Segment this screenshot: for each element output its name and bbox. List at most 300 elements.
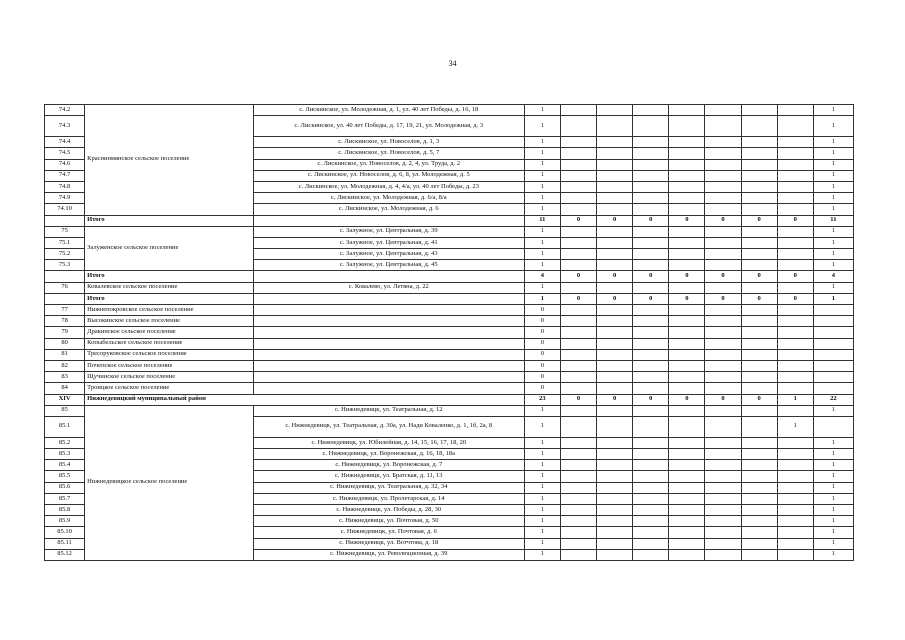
value-cell [669,226,705,237]
address-cell: с. Ковалево, ул. Летяна, д. 22 [253,282,524,293]
value-cell [633,383,669,394]
address-cell: с. Нижнедевицк, ул. Почтовая, д. 50 [253,516,524,527]
value-cell [741,327,777,338]
row-number-cell: 74.9 [45,193,85,204]
value-cell [705,505,741,516]
value-cell [633,471,669,482]
row-number-cell: 85.5 [45,471,85,482]
value-cell [741,416,777,437]
value-cell [633,148,669,159]
value-cell: 1 [813,181,853,192]
value-cell: 1 [813,493,853,504]
value-cell [560,204,596,215]
value-cell [741,338,777,349]
value-cell [560,305,596,316]
value-cell: 4 [524,271,560,282]
value-cell [741,282,777,293]
value-cell [597,327,633,338]
table-row [45,282,854,293]
value-cell: 1 [813,471,853,482]
value-cell: 1 [813,460,853,471]
address-cell: с. Нижнедевицк, ул. Почтовая, д. 6 [253,527,524,538]
value-cell [741,316,777,327]
value-cell [669,527,705,538]
value-cell: 1 [524,449,560,460]
value-cell: 0 [669,394,705,405]
value-cell [813,316,853,327]
settlement-name-cell: Тресоруковское сельское поселение [85,349,254,360]
row-number-cell: XIV [45,394,85,405]
row-number-cell: 74.5 [45,148,85,159]
settlement-name-cell: Итого [85,271,254,282]
value-cell: 0 [560,215,596,226]
value-cell: 0 [560,271,596,282]
address-cell [253,327,524,338]
registry-table [44,104,854,561]
value-cell [560,170,596,181]
value-cell [597,193,633,204]
value-cell [741,349,777,360]
settlement-name-cell: Копыбельское сельское поселение [85,338,254,349]
value-cell [705,449,741,460]
value-cell [633,516,669,527]
value-cell [741,527,777,538]
address-cell [253,305,524,316]
value-cell [669,181,705,192]
row-number-cell: 85.9 [45,516,85,527]
table-row [45,305,854,316]
row-number-cell: 85.8 [45,505,85,516]
value-cell: 11 [813,215,853,226]
value-cell [669,549,705,560]
value-cell [777,549,813,560]
value-cell: 0 [524,349,560,360]
value-cell [633,549,669,560]
value-cell: 0 [741,293,777,304]
value-cell [633,282,669,293]
value-cell: 0 [597,394,633,405]
value-cell: 1 [813,516,853,527]
value-cell [777,471,813,482]
value-cell [741,193,777,204]
value-cell: 0 [633,293,669,304]
row-number-cell: 80 [45,338,85,349]
value-cell [777,305,813,316]
address-cell: с. Нижнедевицк, ул. Театральная, д. 32, 34 [253,482,524,493]
value-cell [705,482,741,493]
value-cell [633,137,669,148]
value-cell: 0 [524,360,560,371]
value-cell [669,282,705,293]
value-cell [560,137,596,148]
value-cell: 1 [524,549,560,560]
value-cell [777,116,813,137]
value-cell [669,159,705,170]
value-cell: 1 [813,116,853,137]
value-cell [560,493,596,504]
value-cell [813,305,853,316]
value-cell: 0 [524,327,560,338]
value-cell [560,516,596,527]
row-number-cell: 78 [45,316,85,327]
value-cell [633,116,669,137]
address-cell [253,316,524,327]
address-cell: с. Нижнедевицк, ул. Юбилейная, д. 14, 15, 16, 17, 18, 20 [253,437,524,448]
settlement-name-cell: Нижнедевицкое сельское поселение [85,405,254,560]
value-cell [597,349,633,360]
value-cell [560,260,596,271]
value-cell: 1 [813,505,853,516]
table-total-row [45,394,854,405]
table-row [45,105,854,116]
settlement-name-cell: Дракинское сельское поселение [85,327,254,338]
row-number-cell: 85 [45,405,85,416]
value-cell [669,372,705,383]
value-cell: 1 [524,181,560,192]
address-cell [253,372,524,383]
value-cell [633,360,669,371]
value-cell: 1 [524,538,560,549]
row-number-cell: 85.3 [45,449,85,460]
value-cell [633,405,669,416]
value-cell: 1 [813,249,853,260]
value-cell [597,282,633,293]
value-cell [669,405,705,416]
value-cell: 0 [560,394,596,405]
value-cell [705,237,741,248]
value-cell [705,493,741,504]
value-cell: 11 [524,215,560,226]
address-cell [253,349,524,360]
value-cell [741,505,777,516]
value-cell [597,416,633,437]
value-cell [705,327,741,338]
value-cell [669,493,705,504]
value-cell [597,226,633,237]
value-cell [633,505,669,516]
value-cell [705,405,741,416]
value-cell [741,170,777,181]
value-cell [741,405,777,416]
value-cell [560,437,596,448]
value-cell [669,148,705,159]
address-cell: с. Нижнедевицк, ул. Театральная, д. 30а, ул. Нади Коваленко, д. 1, 1б, 2а, 8 [253,416,524,437]
row-number-cell: 76 [45,282,85,293]
value-cell [633,237,669,248]
value-cell [560,372,596,383]
value-cell [597,527,633,538]
value-cell [777,181,813,192]
value-cell: 0 [524,338,560,349]
value-cell [741,137,777,148]
value-cell [597,316,633,327]
row-number-cell: 85.7 [45,493,85,504]
value-cell [705,260,741,271]
value-cell [560,148,596,159]
table-row [45,338,854,349]
value-cell [560,237,596,248]
address-cell [253,360,524,371]
value-cell [741,449,777,460]
value-cell: 0 [524,383,560,394]
address-cell: с. Лискинское, ул. Молодежная, д. 1, ул. 40 лет Победы, д. 16, 18 [253,105,524,116]
value-cell [705,338,741,349]
settlement-name-cell: Итого [85,215,254,226]
row-number-cell: 85.10 [45,527,85,538]
value-cell: 1 [524,170,560,181]
row-number-cell: 74.8 [45,181,85,192]
value-cell: 1 [813,293,853,304]
value-cell [560,338,596,349]
value-cell: 0 [705,394,741,405]
row-number-cell: 77 [45,305,85,316]
value-cell: 1 [813,437,853,448]
value-cell [705,181,741,192]
address-cell: с. Лискинское, ул. Молодежная, д. 6 [253,204,524,215]
value-cell [741,372,777,383]
value-cell: 1 [524,437,560,448]
value-cell [813,338,853,349]
value-cell [705,137,741,148]
value-cell [741,204,777,215]
value-cell: 1 [524,260,560,271]
value-cell [705,170,741,181]
value-cell [560,327,596,338]
settlement-name-cell: Щучинское сельское поселение [85,372,254,383]
value-cell [633,372,669,383]
value-cell [633,460,669,471]
table-row [45,349,854,360]
page-number: 34 [448,59,457,68]
value-cell [597,383,633,394]
value-cell [777,338,813,349]
address-cell: с. Лискинское, ул. Молодежная, д. 4, 4/а, ул. 40 лет Победы, д. 23 [253,181,524,192]
value-cell [777,349,813,360]
value-cell [741,471,777,482]
address-cell [253,215,524,226]
value-cell [777,282,813,293]
value-cell [741,305,777,316]
value-cell [813,372,853,383]
value-cell [741,383,777,394]
value-cell [741,181,777,192]
value-cell [560,383,596,394]
value-cell [560,316,596,327]
value-cell [777,204,813,215]
row-number-cell: 74.6 [45,159,85,170]
table-row [45,360,854,371]
district-name-cell: Нижнедевицкий муниципальный район [85,394,525,405]
value-cell: 1 [524,405,560,416]
value-cell [777,516,813,527]
value-cell [560,159,596,170]
value-cell [705,527,741,538]
value-cell [777,405,813,416]
value-cell [560,360,596,371]
value-cell [705,249,741,260]
address-cell: с. Залужное, ул. Центральная, д. 45 [253,260,524,271]
table-row [45,226,854,237]
value-cell [560,482,596,493]
value-cell [560,405,596,416]
value-cell: 1 [813,148,853,159]
table-row [45,405,854,416]
table-total-row [45,215,854,226]
value-cell: 1 [524,193,560,204]
value-cell [669,116,705,137]
value-cell: 1 [524,293,560,304]
value-cell [597,493,633,504]
value-cell [777,148,813,159]
table-total-row [45,271,854,282]
value-cell [669,327,705,338]
value-cell [560,105,596,116]
value-cell [705,116,741,137]
value-cell [597,449,633,460]
value-cell [705,549,741,560]
value-cell: 1 [813,105,853,116]
value-cell [560,249,596,260]
value-cell: 1 [524,249,560,260]
value-cell: 0 [777,293,813,304]
row-number-cell [45,271,85,282]
value-cell [777,316,813,327]
value-cell: 1 [524,527,560,538]
value-cell [669,105,705,116]
value-cell: 0 [560,293,596,304]
value-cell [597,538,633,549]
value-cell [597,105,633,116]
value-cell [597,482,633,493]
value-cell [633,260,669,271]
row-number-cell [45,215,85,226]
value-cell [705,460,741,471]
value-cell [669,349,705,360]
value-cell [705,349,741,360]
table-row [45,383,854,394]
value-cell [597,516,633,527]
value-cell: 0 [633,394,669,405]
value-cell [597,116,633,137]
value-cell: 0 [524,305,560,316]
row-number-cell: 74.4 [45,137,85,148]
address-cell: с. Нижнедевицк, ул. Воронежская, д. 16, 18, 18а [253,449,524,460]
address-cell: с. Нижнедевицк, ул. Пролетарская, д. 14 [253,493,524,504]
settlement-name-cell: Высокинское сельское поселение [85,316,254,327]
value-cell [633,437,669,448]
value-cell [705,226,741,237]
value-cell [597,437,633,448]
value-cell [741,260,777,271]
value-cell [560,416,596,437]
value-cell: 0 [669,293,705,304]
value-cell [560,460,596,471]
value-cell [705,316,741,327]
value-cell [741,148,777,159]
value-cell: 1 [813,549,853,560]
value-cell [669,204,705,215]
value-cell: 0 [777,215,813,226]
value-cell [705,193,741,204]
value-cell: 0 [741,394,777,405]
settlement-name-cell: Залуженское сельское поселение [85,226,254,271]
value-cell [705,383,741,394]
row-number-cell: 74.10 [45,204,85,215]
value-cell [705,372,741,383]
address-cell: с. Нижнедевицк, ул. Вотчтова, д. 18 [253,538,524,549]
value-cell [669,193,705,204]
value-cell: 0 [633,215,669,226]
value-cell: 1 [813,405,853,416]
table-row [45,327,854,338]
value-cell [633,449,669,460]
value-cell [560,549,596,560]
row-number-cell: 84 [45,383,85,394]
value-cell [777,159,813,170]
settlement-name-cell: Краснинмянское сельское поселение [85,105,254,216]
value-cell: 0 [669,271,705,282]
value-cell [597,148,633,159]
value-cell: 1 [524,493,560,504]
value-cell: 1 [524,471,560,482]
address-cell [253,383,524,394]
row-number-cell: 85.2 [45,437,85,448]
value-cell [777,383,813,394]
value-cell [777,460,813,471]
value-cell [597,237,633,248]
table-total-row [45,293,854,304]
value-cell [597,159,633,170]
value-cell: 1 [813,538,853,549]
value-cell [633,226,669,237]
value-cell [669,237,705,248]
table-row [45,372,854,383]
value-cell [705,148,741,159]
value-cell: 1 [524,226,560,237]
value-cell: 1 [524,282,560,293]
value-cell [597,460,633,471]
value-cell [633,416,669,437]
value-cell: 4 [813,271,853,282]
value-cell [597,170,633,181]
value-cell [560,505,596,516]
value-cell: 1 [813,237,853,248]
row-number-cell: 79 [45,327,85,338]
row-number-cell: 75.1 [45,237,85,248]
address-cell [253,271,524,282]
row-number-cell [45,293,85,304]
value-cell [669,449,705,460]
value-cell [813,349,853,360]
value-cell [669,482,705,493]
address-cell: с. Лискинское, ул. Новоселов, д. 1, 3 [253,137,524,148]
value-cell [669,437,705,448]
value-cell: 1 [813,482,853,493]
value-cell [741,116,777,137]
value-cell [597,360,633,371]
value-cell: 0 [777,271,813,282]
value-cell [741,105,777,116]
value-cell [597,260,633,271]
value-cell: 0 [741,271,777,282]
value-cell [705,105,741,116]
value-cell [705,471,741,482]
row-number-cell: 85.12 [45,549,85,560]
value-cell: 1 [524,460,560,471]
value-cell: 0 [705,215,741,226]
address-cell: с. Лискинское, ул. 40 лет Победы, д. 17, 19, 21, ул. Молодежная, д. 3 [253,116,524,137]
value-cell [633,204,669,215]
